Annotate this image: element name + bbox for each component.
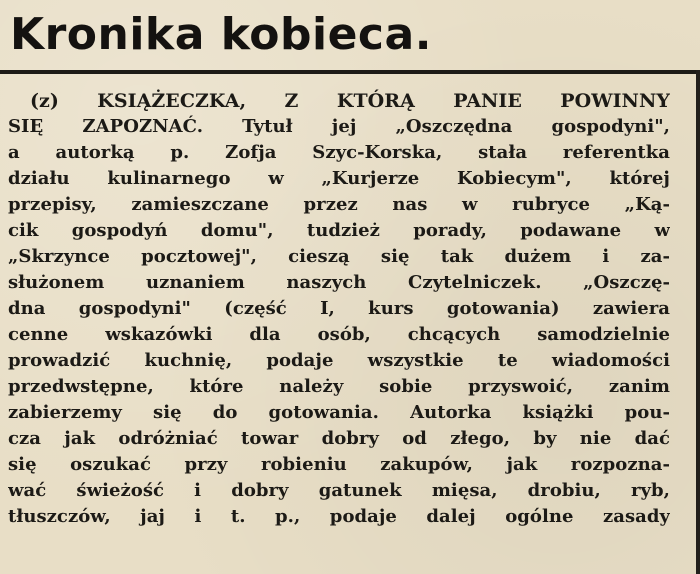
- article-line: SIĘ ZAPOZNAĆ. Tytuł jej „Oszczędna gospodyni",: [8, 116, 670, 137]
- article-line: „Skrzynce pocztowej", cieszą się tak dużem i za-: [8, 246, 670, 267]
- article-body: [8, 88, 670, 530]
- article-line: się oszukać przy robieniu zakupów, jak rozpozna-: [8, 454, 670, 475]
- section-heading: Kronika kobieca.: [10, 9, 432, 60]
- article-line: prowadzić kuchnię, podaje wszystkie te wiadomości: [8, 350, 670, 371]
- article-line: cik gospodyń domu", tudzież porady, podawane w: [8, 220, 670, 241]
- article-line: cza jak odróżniać towar dobry od złego, by nie dać: [8, 428, 670, 449]
- top-rule: [0, 70, 700, 74]
- article-line: przepisy, zamieszczane przez nas w rubryce „Ką-: [8, 194, 670, 215]
- article-line: dna gospodyni" (część I, kurs gotowania) zawiera: [8, 298, 670, 319]
- article-line: (z) KSIĄŻECZKA, Z KTÓRĄ PANIE POWINNY: [30, 90, 670, 112]
- article-line: cenne wskazówki dla osób, chcących samodzielnie: [8, 324, 670, 345]
- article-line: służonem uznaniem naszych Czytelniczek. „Oszczę-: [8, 272, 670, 293]
- article-line: zabierzemy się do gotowania. Autorka książki pou-: [8, 402, 670, 423]
- article-line: działu kulinarnego w „Kurjerze Kobiecym", której: [8, 168, 670, 189]
- article-line: tłuszczów, jaj i t. p., podaje dalej ogólne zasady: [8, 506, 670, 527]
- right-column-rule: [696, 70, 700, 574]
- article-line: wać świeżość i dobry gatunek mięsa, drobiu, ryb,: [8, 480, 670, 501]
- article-line: a autorką p. Zofja Szyc-Korska, stała referentka: [8, 142, 670, 163]
- article-line: przedwstępne, które należy sobie przyswoić, zanim: [8, 376, 670, 397]
